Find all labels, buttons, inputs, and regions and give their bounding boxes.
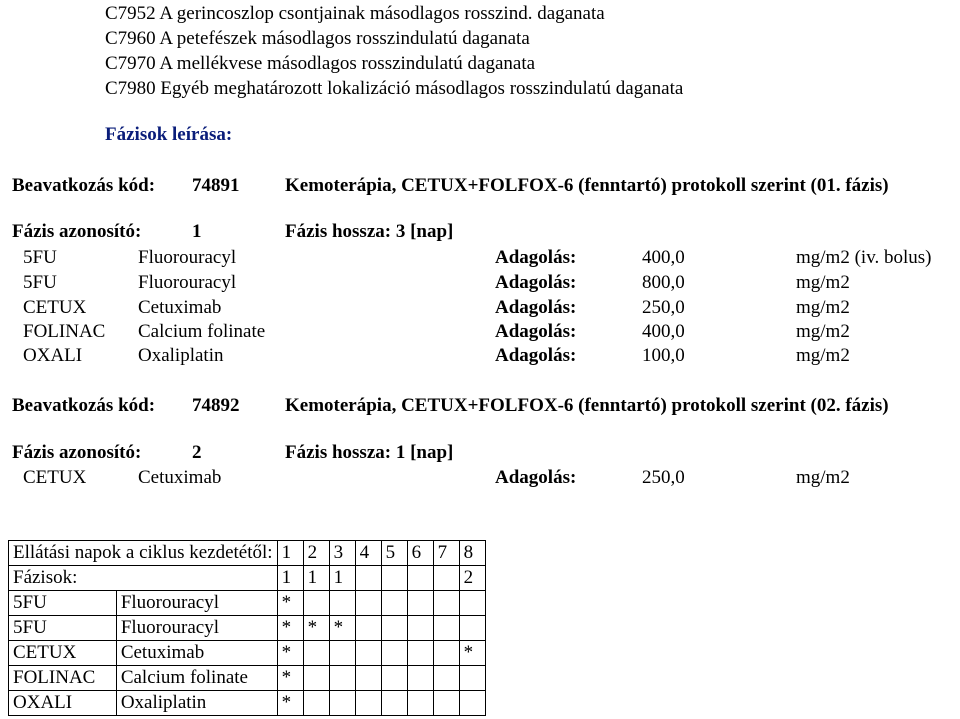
drug-dose: 100,0 <box>642 345 685 366</box>
drug-unit: mg/m2 <box>796 345 850 366</box>
drug-code: CETUX <box>23 297 87 318</box>
mark-cell <box>355 616 381 641</box>
phase-length: Fázis hossza: 3 [nap] <box>285 221 454 242</box>
schedule-drug-code: 5FU <box>9 591 117 616</box>
day-cell: 1 <box>277 541 303 566</box>
day-cell: 4 <box>355 541 381 566</box>
schedule-drug-code: OXALI <box>9 691 117 716</box>
mark-cell <box>433 616 459 641</box>
mark-cell <box>303 591 329 616</box>
mark-cell <box>381 691 407 716</box>
dosing-label: Adagolás: <box>495 247 577 268</box>
schedule-header-label: Ellátási napok a ciklus kezdetétől: <box>9 541 278 566</box>
drug-name: Fluorouracyl <box>138 247 237 268</box>
intervention-code-label: Beavatkozás kód: <box>12 395 156 416</box>
schedule-drug-name: Fluorouracyl <box>116 616 277 641</box>
drug-name: Cetuximab <box>138 297 222 318</box>
phase-id-label: Fázis azonosító: <box>12 221 142 242</box>
mark-cell <box>407 591 433 616</box>
diagnosis-code-line: C7952 A gerincoszlop csontjainak másodlagos rosszind. daganata <box>105 3 605 24</box>
mark-cell <box>303 666 329 691</box>
schedule-drug-code: 5FU <box>9 616 117 641</box>
drug-code: OXALI <box>23 345 83 366</box>
drug-name: Calcium folinate <box>138 321 266 342</box>
mark-cell <box>433 641 459 666</box>
intervention-code-label: Beavatkozás kód: <box>12 175 156 196</box>
mark-cell: * <box>303 616 329 641</box>
mark-cell <box>407 666 433 691</box>
phase-cell <box>381 566 407 591</box>
mark-cell: * <box>277 641 303 666</box>
dosing-label: Adagolás: <box>495 297 577 318</box>
phase-cell: 1 <box>303 566 329 591</box>
drug-dose: 250,0 <box>642 467 685 488</box>
mark-cell <box>355 666 381 691</box>
dosing-label: Adagolás: <box>495 467 577 488</box>
dosing-label: Adagolás: <box>495 272 577 293</box>
phase-cell: 1 <box>277 566 303 591</box>
drug-unit: mg/m2 <box>796 321 850 342</box>
mark-cell <box>407 641 433 666</box>
drug-unit: mg/m2 <box>796 297 850 318</box>
schedule-drug-code: FOLINAC <box>9 666 117 691</box>
schedule-drug-row <box>9 591 486 616</box>
mark-cell <box>303 691 329 716</box>
drug-dose: 800,0 <box>642 272 685 293</box>
drug-unit: mg/m2 <box>796 272 850 293</box>
day-cell: 8 <box>459 541 485 566</box>
schedule-phases-row <box>9 566 486 591</box>
mark-cell <box>329 641 355 666</box>
schedule-drug-name: Fluorouracyl <box>116 591 277 616</box>
drug-code: 5FU <box>23 272 57 293</box>
drug-code: FOLINAC <box>23 321 106 342</box>
mark-cell <box>381 666 407 691</box>
mark-cell <box>381 591 407 616</box>
mark-cell: * <box>277 666 303 691</box>
phase-cell <box>433 566 459 591</box>
dosing-label: Adagolás: <box>495 345 577 366</box>
mark-cell <box>303 641 329 666</box>
mark-cell <box>459 591 485 616</box>
mark-cell <box>329 666 355 691</box>
mark-cell <box>459 616 485 641</box>
mark-cell <box>329 591 355 616</box>
schedule-drug-row <box>9 616 486 641</box>
drug-unit: mg/m2 <box>796 467 850 488</box>
schedule-drug-row <box>9 691 486 716</box>
drug-dose: 250,0 <box>642 297 685 318</box>
mark-cell <box>459 666 485 691</box>
mark-cell <box>355 641 381 666</box>
schedule-header-row <box>9 541 486 566</box>
intervention-code: 74891 <box>192 175 240 196</box>
drug-dose: 400,0 <box>642 247 685 268</box>
drug-name: Fluorouracyl <box>138 272 237 293</box>
day-cell: 7 <box>433 541 459 566</box>
mark-cell: * <box>277 616 303 641</box>
drug-unit: mg/m2 (iv. bolus) <box>796 247 932 268</box>
phase-cell: 2 <box>459 566 485 591</box>
mark-cell <box>459 691 485 716</box>
phase-cell: 1 <box>329 566 355 591</box>
schedule-drug-name: Calcium folinate <box>116 666 277 691</box>
day-cell: 3 <box>329 541 355 566</box>
mark-cell <box>355 691 381 716</box>
mark-cell <box>381 641 407 666</box>
schedule-phases-label: Fázisok: <box>9 566 278 591</box>
mark-cell <box>355 591 381 616</box>
schedule-drug-code: CETUX <box>9 641 117 666</box>
day-cell: 5 <box>381 541 407 566</box>
day-cell: 6 <box>407 541 433 566</box>
diagnosis-code-line: C7980 Egyéb meghatározott lokalizáció másodlagos rosszindulatú daganata <box>105 78 684 99</box>
phases-heading: Fázisok leírása: <box>105 124 233 145</box>
phase-length: Fázis hossza: 1 [nap] <box>285 442 454 463</box>
drug-code: CETUX <box>23 467 87 488</box>
dosing-label: Adagolás: <box>495 321 577 342</box>
mark-cell <box>329 691 355 716</box>
phase-id: 1 <box>192 221 202 242</box>
intervention-title: Kemoterápia, CETUX+FOLFOX-6 (fenntartó) protokoll szerint (02. fázis) <box>285 395 889 416</box>
mark-cell: * <box>459 641 485 666</box>
phase-id-label: Fázis azonosító: <box>12 442 142 463</box>
schedule-drug-row <box>9 666 486 691</box>
schedule-drug-name: Cetuximab <box>116 641 277 666</box>
intervention-code: 74892 <box>192 395 240 416</box>
mark-cell: * <box>277 691 303 716</box>
mark-cell <box>407 691 433 716</box>
drug-dose: 400,0 <box>642 321 685 342</box>
mark-cell <box>433 691 459 716</box>
diagnosis-code-line: C7970 A mellékvese másodlagos rosszindulatú daganata <box>105 53 536 74</box>
phase-cell <box>355 566 381 591</box>
drug-name: Oxaliplatin <box>138 345 224 366</box>
phase-id: 2 <box>192 442 202 463</box>
mark-cell <box>407 616 433 641</box>
schedule-table <box>8 540 486 716</box>
diagnosis-code-line: C7960 A petefészek másodlagos rosszindulatú daganata <box>105 28 530 49</box>
mark-cell: * <box>277 591 303 616</box>
mark-cell <box>433 591 459 616</box>
intervention-title: Kemoterápia, CETUX+FOLFOX-6 (fenntartó) protokoll szerint (01. fázis) <box>285 175 889 196</box>
schedule-drug-name: Oxaliplatin <box>116 691 277 716</box>
day-cell: 2 <box>303 541 329 566</box>
mark-cell: * <box>329 616 355 641</box>
schedule-drug-row <box>9 641 486 666</box>
mark-cell <box>433 666 459 691</box>
drug-code: 5FU <box>23 247 57 268</box>
phase-cell <box>407 566 433 591</box>
mark-cell <box>381 616 407 641</box>
drug-name: Cetuximab <box>138 467 222 488</box>
